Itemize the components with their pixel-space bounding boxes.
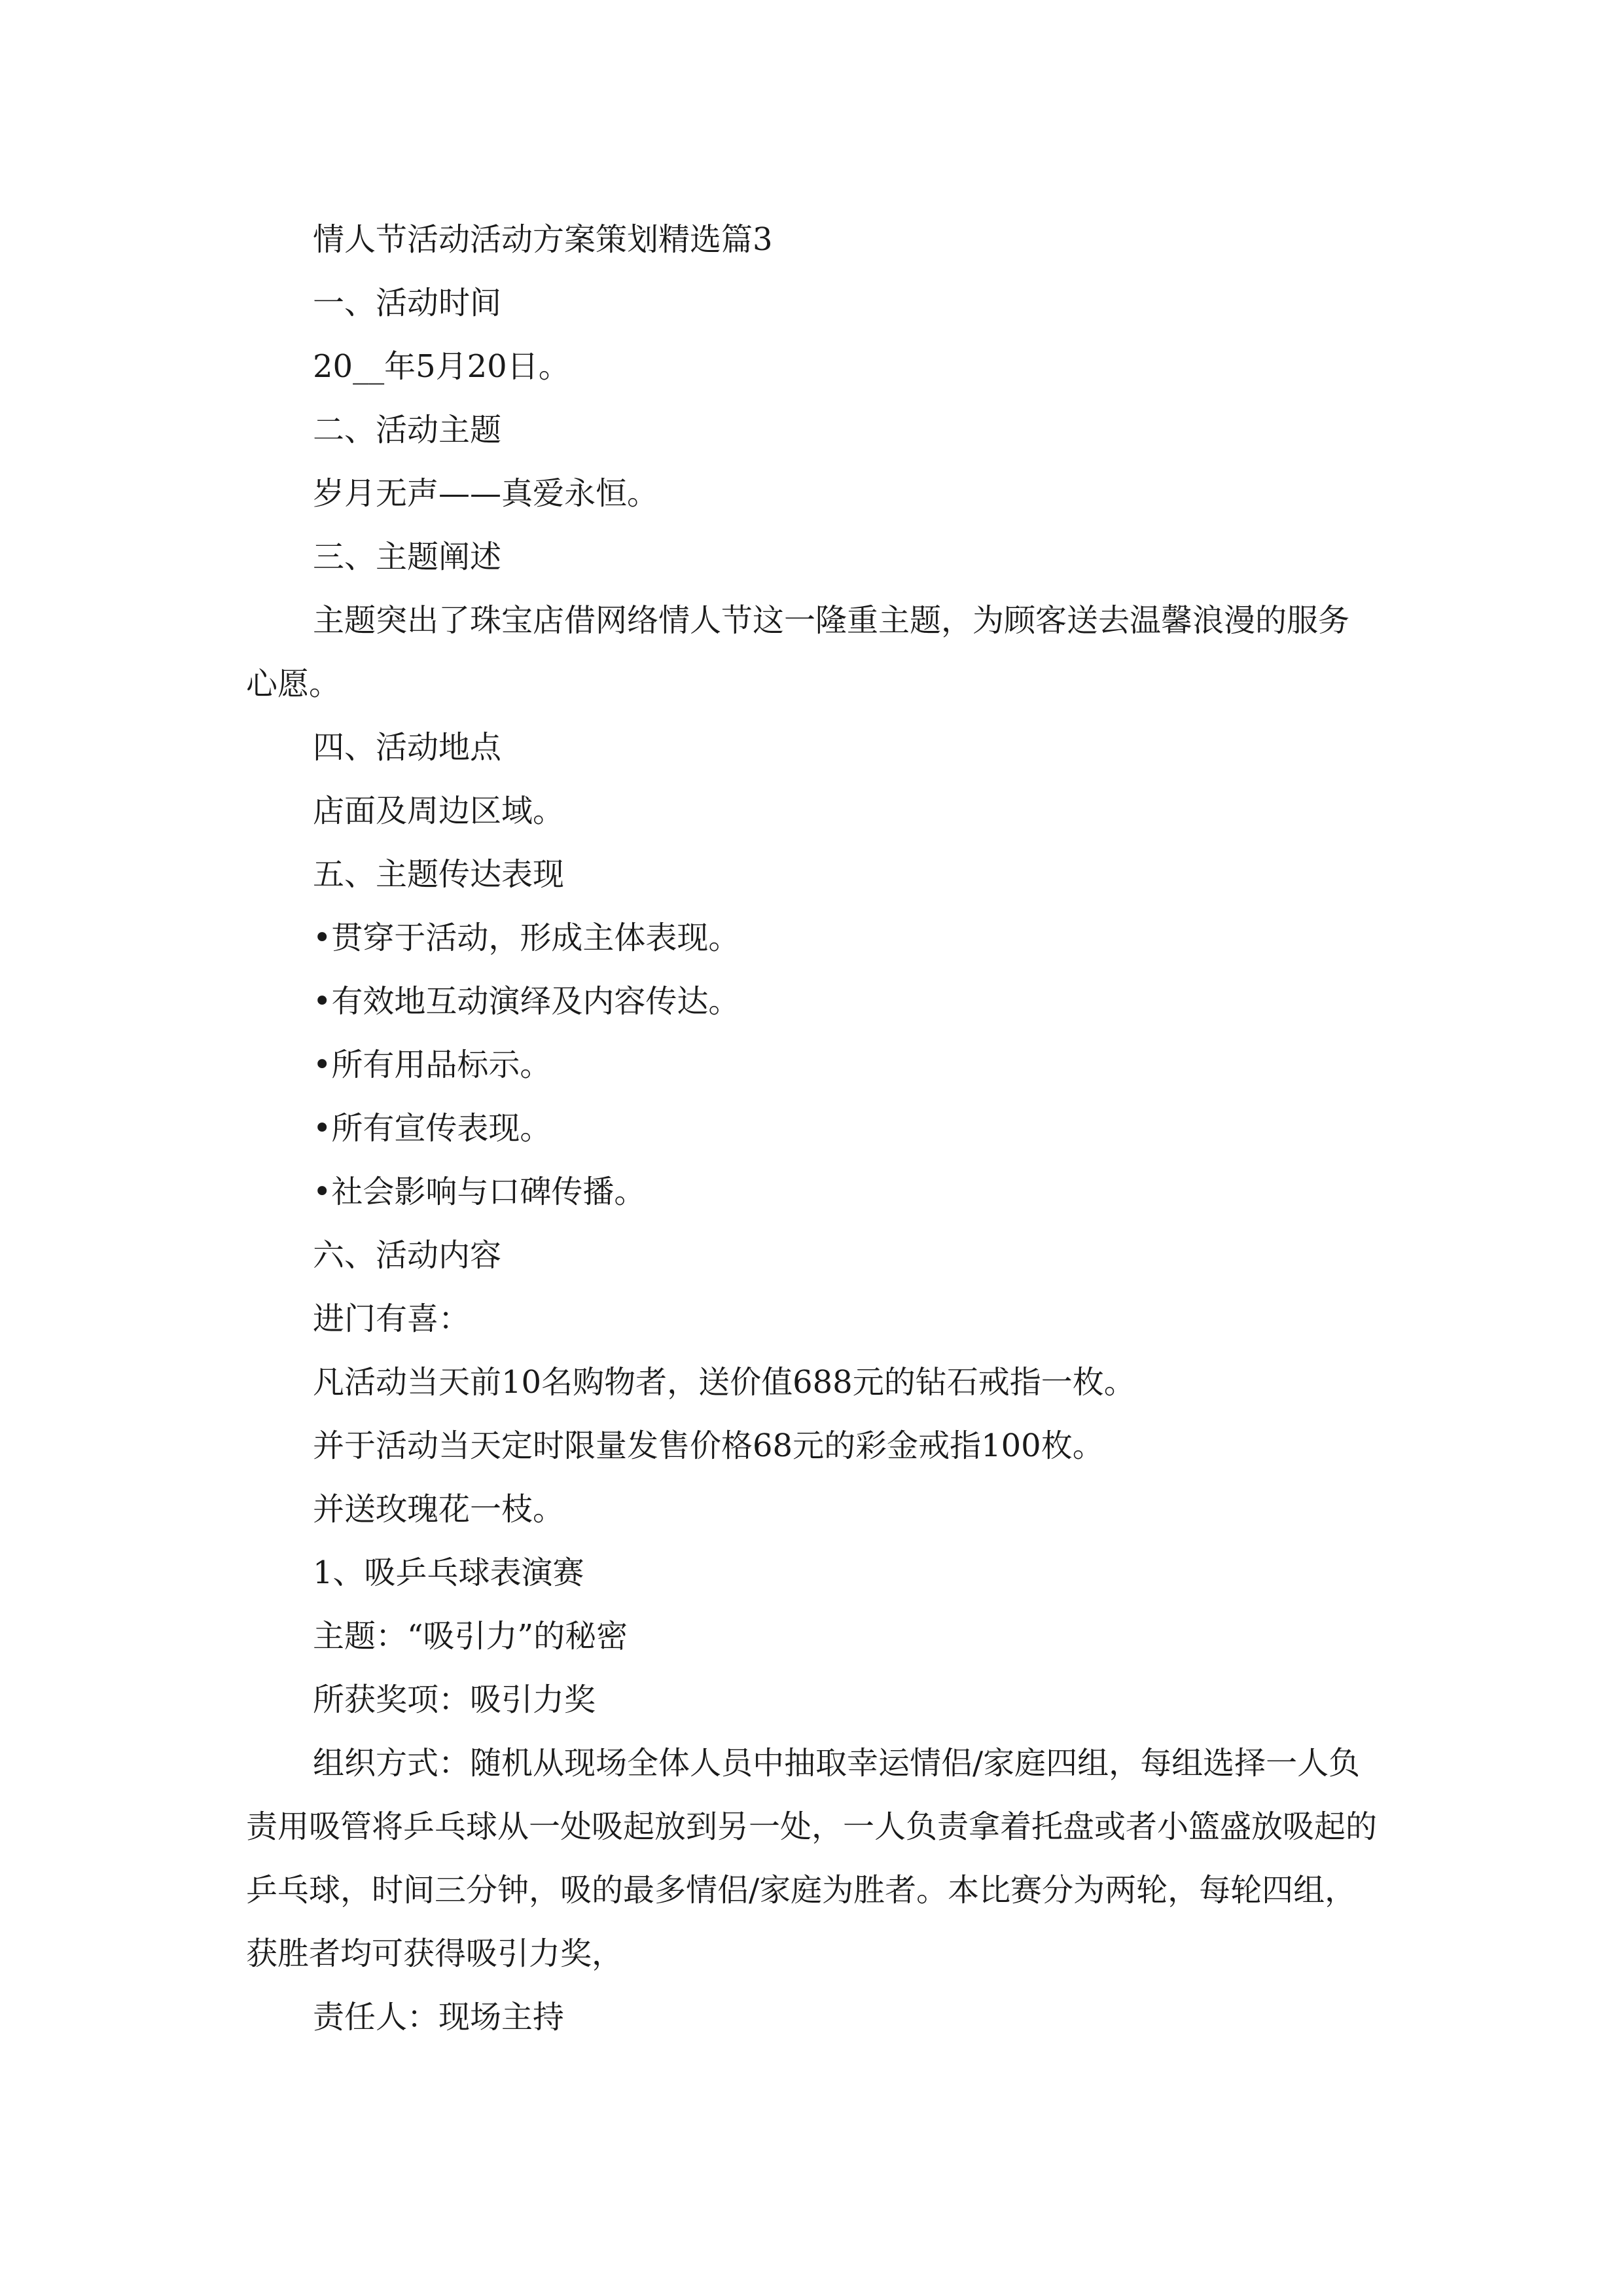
section-heading-theme: 二、活动主题 [313, 412, 502, 448]
bullet-item: •所有宣传表现。 [313, 1110, 552, 1147]
paragraph: 组织方式：随机从现场全体人员中抽取幸运情侣/家庭四组，每组选择一人负责用吸管将乒乓球从一处吸起放到另一处，一人负责拿着托盘或者小篮盛放吸起的乒乓球，时间三分钟，吸的最多情侣/家庭为胜者。本比赛分为两轮，每轮四组，获胜者均可获得吸引力奖， [246, 1745, 1378, 1972]
section-heading-time: 一、活动时间 [313, 285, 502, 321]
section-heading-location: 四、活动地点 [313, 729, 502, 766]
bullet-item: •所有用品标示。 [313, 1047, 552, 1083]
paragraph: 20__年5月20日。 [313, 348, 570, 385]
paragraph: 主题突出了珠宝店借网络情人节这一隆重主题，为顾客送去温馨浪漫的服务心愿。 [246, 602, 1350, 702]
bullet-item: •社会影响与口碑传播。 [313, 1174, 646, 1210]
paragraph: 责任人：现场主持 [313, 1999, 565, 2036]
paragraph: 店面及周边区域。 [313, 793, 565, 829]
paragraph: 岁月无声——真爱永恒。 [313, 475, 659, 512]
subsection-heading: 1、吸乒乓球表演赛 [313, 1554, 584, 1591]
section-heading-expression: 五、主题传达表现 [313, 856, 565, 893]
bullet-item: •有效地互动演绎及内容传达。 [313, 983, 740, 1020]
document-body [246, 208, 1378, 2049]
paragraph: 并送玫瑰花一枝。 [313, 1491, 565, 1528]
paragraph: 并于活动当天定时限量发售价格68元的彩金戒指100枚。 [313, 1427, 1104, 1464]
doc-title: 情人节活动活动方案策划精选篇3 [313, 221, 773, 258]
paragraph: 主题：“吸引力”的秘密 [313, 1618, 628, 1655]
bullet-item: •贯穿于活动，形成主体表现。 [313, 920, 740, 956]
paragraph: 凡活动当天前10名购物者，送价值688元的钻石戒指一枚。 [313, 1364, 1135, 1401]
paragraph: 所获奖项：吸引力奖 [313, 1681, 596, 1718]
section-heading-theme-description: 三、主题阐述 [313, 539, 502, 575]
paragraph: 进门有喜： [313, 1300, 471, 1337]
section-heading-content: 六、活动内容 [313, 1237, 502, 1274]
